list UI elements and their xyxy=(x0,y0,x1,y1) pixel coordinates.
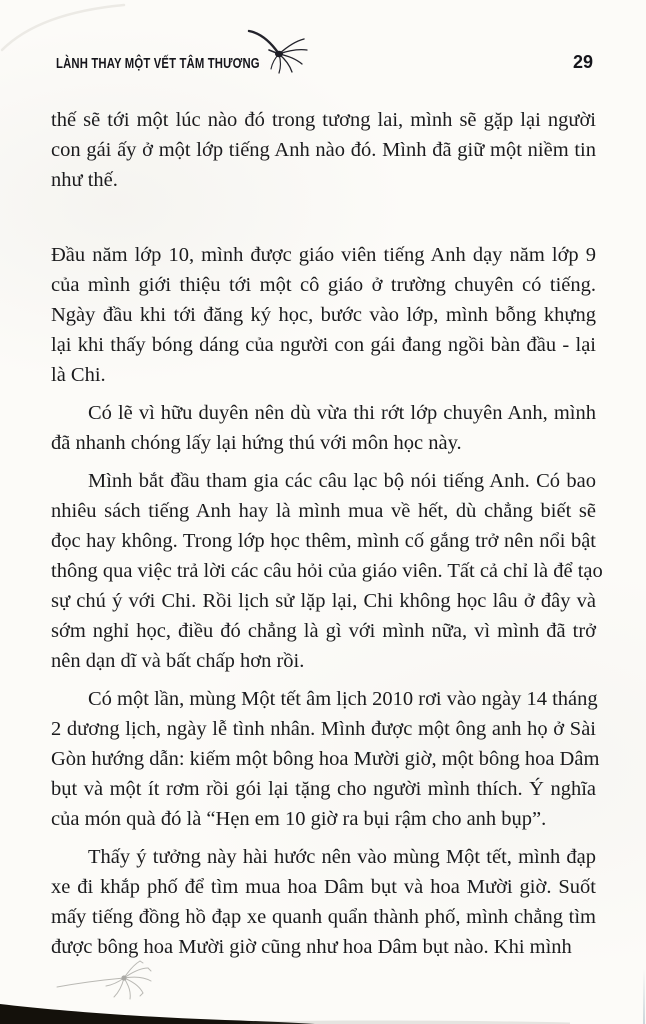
scan-edge-shadow xyxy=(0,998,646,1024)
text-line: đọc hay không. Trong lớp học thêm, mình cố gắng trở nên nổi bật xyxy=(51,530,596,552)
paragraph xyxy=(51,105,596,195)
dandelion-seed-icon xyxy=(245,26,315,80)
page-curl-mark xyxy=(0,0,130,55)
text-line: sự chú ý với Chi. Rồi lịch sử lặp lại, Chi không học lâu ở đây và xyxy=(51,590,596,612)
text-line: Đầu năm lớp 10, mình được giáo viên tiếng Anh dạy năm lớp 9 xyxy=(51,244,596,266)
text-line: được bông hoa Mười giờ cũng như hoa Dâm bụt nào. Khi mình xyxy=(51,936,572,958)
text-line: Mình bắt đầu tham gia các câu lạc bộ nói tiếng Anh. Có bao xyxy=(88,470,596,492)
paragraph xyxy=(51,842,596,962)
paragraph xyxy=(51,398,596,458)
page-number: 29 xyxy=(572,52,593,72)
text-line: là Chi. xyxy=(51,364,106,386)
text-line: Gòn hướng dẫn: kiếm một bông hoa Mười giờ, một bông hoa Dâm xyxy=(51,748,600,770)
text-line: bụt và một ít rơm rồi gói lại tặng cho người mình thích. Ý nghĩa xyxy=(51,778,596,800)
body-text xyxy=(51,105,603,962)
text-line: thế sẽ tới một lúc nào đó trong tương lai, mình sẽ gặp lại người xyxy=(51,109,596,131)
text-line: Ngày đầu khi tới đăng ký học, bước vào lớp, mình bỗng khựng xyxy=(51,304,596,326)
text-line: Có một lần, mùng Một tết âm lịch 2010 rơi vào ngày 14 tháng xyxy=(88,688,598,710)
text-line: của món quà đó là “Hẹn em 10 giờ ra bụi rậm cho anh bụp”. xyxy=(51,808,547,830)
text-line: thông qua việc trả lời các câu hỏi của giáo viên. Tất cả chỉ là để tạo xyxy=(51,560,603,582)
paragraph xyxy=(51,466,603,676)
text-line: nhiêu sách tiếng Anh hay là mình mua về hết, dù chẳng biết sẽ xyxy=(51,500,596,522)
text-line: của mình giới thiệu tới một cô giáo ở trường chuyên có tiếng. xyxy=(51,274,596,296)
text-line: nên dạn dĩ và bất chấp hơn rồi. xyxy=(51,650,305,672)
paragraph xyxy=(51,240,596,390)
running-title: LÀNH THAY MỘT VẾT TÂM THƯƠNG xyxy=(56,56,260,72)
text-line: sớm nghỉ học, điều đó chẳng là gì với mình nữa, vì mình đã trở xyxy=(51,620,596,642)
text-line: mấy tiếng đồng hồ đạp xe quanh quẩn thành phố, mình chẳng tìm xyxy=(51,906,596,928)
text-line: con gái ấy ở một lớp tiếng Anh nào đó. Mình đã giữ một niềm tin xyxy=(51,139,596,161)
text-line: Thấy ý tưởng này hài hước nên vào mùng Một tết, mình đạp xyxy=(88,846,596,868)
text-line: xe đi khắp phố để tìm mua hoa Dâm bụt và hoa Mười giờ. Suốt xyxy=(51,876,596,898)
text-line: lại khi thấy bóng dáng của người con gái đang ngồi bàn đầu - lại xyxy=(51,334,596,356)
text-line: đã nhanh chóng lấy lại hứng thú với môn học này. xyxy=(51,432,462,454)
text-line: như thế. xyxy=(51,169,118,191)
page-edge-line xyxy=(643,969,645,1024)
text-line: Có lẽ vì hữu duyên nên dù vừa thi rớt lớp chuyên Anh, mình xyxy=(88,402,596,424)
text-line: 2 dương lịch, ngày lễ tình nhân. Mình được một ông anh họ ở Sài xyxy=(51,718,596,740)
paragraph xyxy=(51,684,600,834)
